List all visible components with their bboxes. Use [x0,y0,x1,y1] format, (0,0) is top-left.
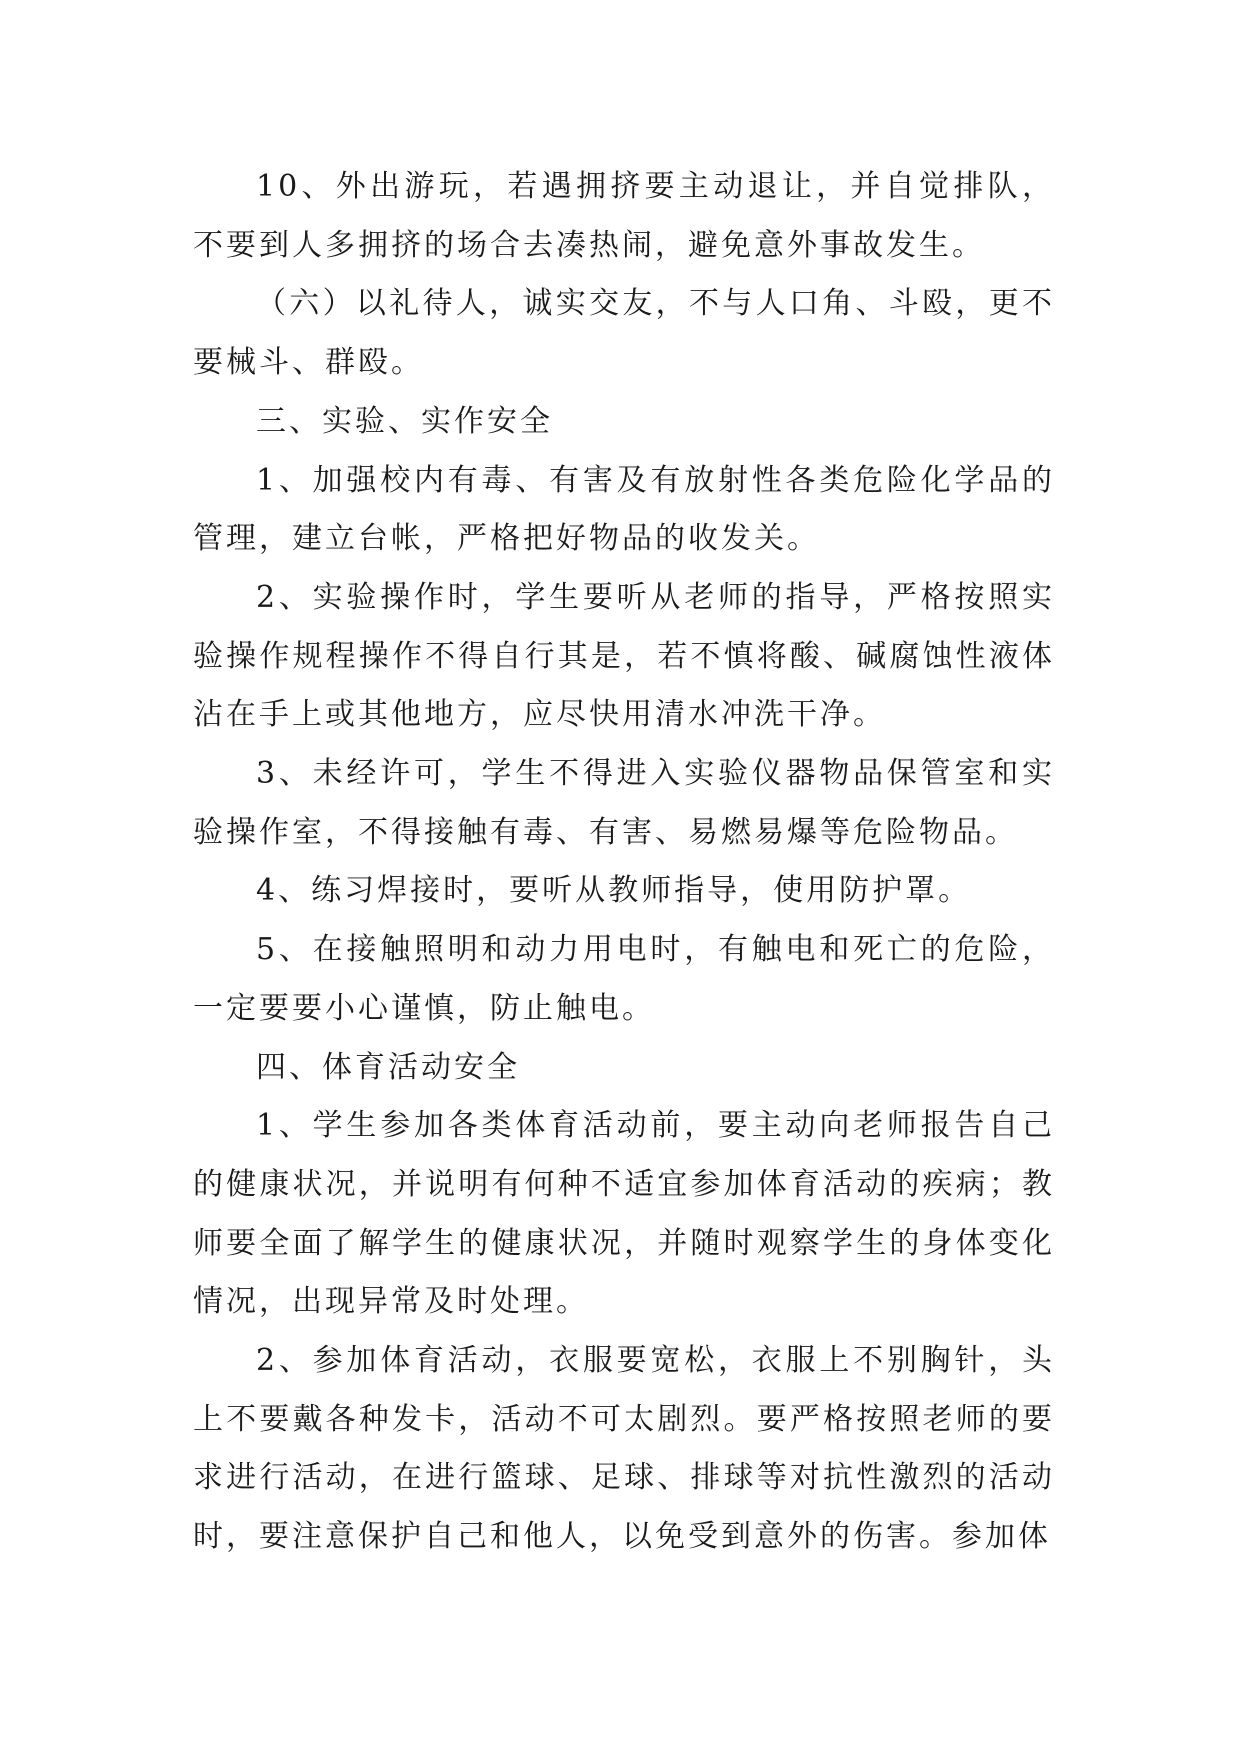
document-body [193,158,1055,1567]
paragraph-courtesy: （六）以礼待人，诚实交友，不与人口角、斗殴，更不要械斗、群殴。 [193,286,1055,381]
section-heading-sports-safety: 四、体育活动安全 [256,1049,520,1085]
paragraph-lab-item-2: 2、实验操作时，学生要听从老师的指导，严格按照实验操作规程操作不得自行其是，若不慎将酸、碱腐蚀性液体沾在手上或其他地方，应尽快用清水冲洗干净。 [193,579,1055,733]
paragraph-outing-crowds: 10、外出游玩，若遇拥挤要主动退让，并自觉排队，不要到人多拥挤的场合去凑热闹，避免意外事故发生。 [193,169,1055,263]
paragraph-sports-item-2: 2、参加体育活动，衣服要宽松，衣服上不别胸针，头上不要戴各种发卡，活动不可太剧烈。要严格按照老师的要求进行活动，在进行篮球、足球、排球等对抗性激烈的活动时，要注意保护自己和他人，以免受到意外的伤害。参加体 [193,1343,1055,1555]
paragraph-lab-item-5: 5、在接触照明和动力用电时，有触电和死亡的危险，一定要要小心谨慎，防止触电。 [193,932,1055,1026]
section-heading-lab-safety: 三、实验、实作安全 [256,403,553,439]
paragraph-sports-item-1: 1、学生参加各类体育活动前，要主动向老师报告自己的健康状况，并说明有何种不适宜参加体育活动的疾病；教师要全面了解学生的健康状况，并随时观察学生的身体变化情况，出现异常及时处理。 [193,1108,1055,1320]
paragraph-lab-item-4: 4、练习焊接时，要听从教师指导，使用防护罩。 [256,873,972,909]
paragraph-lab-item-1: 1、加强校内有毒、有害及有放射性各类危险化学品的管理，建立台帐，严格把好物品的收发关。 [193,462,1055,557]
paragraph-lab-item-3: 3、未经许可，学生不得进入实验仪器物品保管室和实验操作室，不得接触有毒、有害、易燃易爆等危险物品。 [193,756,1055,850]
